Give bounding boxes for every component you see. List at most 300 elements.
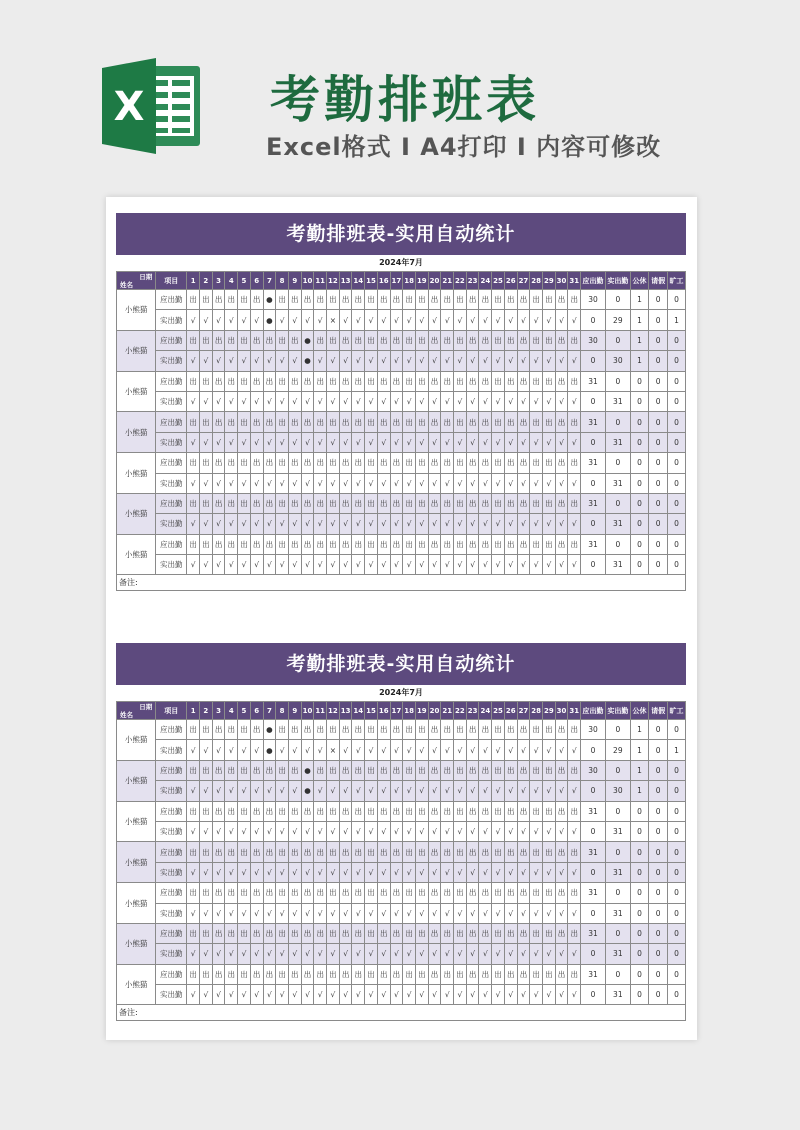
day-cell[interactable]: 出 [327,534,340,554]
day-cell[interactable]: 出 [225,760,238,780]
day-cell[interactable]: 出 [212,760,225,780]
day-cell[interactable]: √ [327,781,340,801]
day-cell[interactable]: √ [339,862,352,882]
day-cell[interactable]: 出 [479,493,492,513]
day-cell[interactable]: √ [238,351,251,371]
day-cell[interactable]: 出 [543,290,556,310]
day-cell[interactable]: 出 [466,964,479,984]
day-cell[interactable]: 出 [568,493,581,513]
day-cell[interactable]: √ [288,903,301,923]
day-cell[interactable]: 出 [314,493,327,513]
day-cell[interactable]: 出 [238,493,251,513]
day-cell[interactable]: √ [212,944,225,964]
day-cell[interactable]: 出 [327,842,340,862]
day-cell[interactable]: 出 [276,290,289,310]
day-cell[interactable]: √ [314,351,327,371]
day-cell[interactable]: 出 [352,923,365,943]
day-cell[interactable]: √ [187,432,200,452]
day-cell[interactable]: 出 [187,290,200,310]
day-cell[interactable]: 出 [250,720,263,740]
day-cell[interactable]: 出 [327,412,340,432]
day-cell[interactable]: 出 [212,534,225,554]
employee-name[interactable]: 小熊猫 [117,371,156,412]
day-cell[interactable]: √ [314,862,327,882]
day-cell[interactable]: √ [339,740,352,760]
day-cell[interactable]: 出 [428,534,441,554]
day-cell[interactable]: 出 [504,453,517,473]
day-cell[interactable]: 出 [454,842,467,862]
day-cell[interactable]: 出 [530,453,543,473]
day-cell[interactable]: √ [555,310,568,330]
day-cell[interactable]: 出 [517,290,530,310]
day-cell[interactable]: 出 [415,760,428,780]
day-cell[interactable]: 出 [479,923,492,943]
day-cell[interactable]: 出 [263,964,276,984]
day-cell[interactable]: 出 [428,883,441,903]
day-cell[interactable]: × [327,310,340,330]
day-cell[interactable]: 出 [327,760,340,780]
day-cell[interactable]: 出 [403,801,416,821]
day-cell[interactable]: √ [441,310,454,330]
day-cell[interactable]: √ [187,862,200,882]
day-cell[interactable]: √ [225,781,238,801]
day-cell[interactable]: 出 [225,330,238,350]
day-cell[interactable]: √ [327,391,340,411]
day-cell[interactable]: √ [403,781,416,801]
employee-name[interactable]: 小熊猫 [117,964,156,1005]
day-cell[interactable]: 出 [238,760,251,780]
day-cell[interactable]: 出 [301,923,314,943]
day-cell[interactable]: √ [403,862,416,882]
day-cell[interactable]: √ [288,821,301,841]
employee-name[interactable]: 小熊猫 [117,883,156,924]
day-cell[interactable]: 出 [428,412,441,432]
day-cell[interactable]: 出 [301,290,314,310]
day-cell[interactable]: 出 [377,923,390,943]
day-cell[interactable]: 出 [238,453,251,473]
day-cell[interactable]: 出 [479,883,492,903]
day-cell[interactable]: 出 [568,453,581,473]
day-cell[interactable]: 出 [327,883,340,903]
day-cell[interactable]: √ [238,781,251,801]
day-cell[interactable]: √ [200,514,213,534]
day-cell[interactable]: √ [225,473,238,493]
day-cell[interactable]: √ [454,555,467,575]
day-cell[interactable]: 出 [543,720,556,740]
day-cell[interactable]: 出 [250,923,263,943]
employee-name[interactable]: 小熊猫 [117,760,156,801]
day-cell[interactable]: 出 [263,412,276,432]
day-cell[interactable]: 出 [225,534,238,554]
day-cell[interactable]: √ [212,903,225,923]
day-cell[interactable]: √ [530,473,543,493]
day-cell[interactable]: √ [555,821,568,841]
day-cell[interactable]: √ [555,514,568,534]
day-cell[interactable]: √ [301,985,314,1005]
day-cell[interactable]: √ [200,351,213,371]
day-cell[interactable]: √ [479,514,492,534]
day-cell[interactable]: 出 [250,330,263,350]
day-cell[interactable]: 出 [517,964,530,984]
day-cell[interactable]: 出 [568,534,581,554]
day-cell[interactable]: 出 [352,760,365,780]
day-cell[interactable]: 出 [288,760,301,780]
day-cell[interactable]: 出 [365,534,378,554]
day-cell[interactable]: √ [187,555,200,575]
day-cell[interactable]: √ [441,821,454,841]
day-cell[interactable]: 出 [466,412,479,432]
day-cell[interactable]: √ [301,555,314,575]
day-cell[interactable]: √ [327,432,340,452]
day-cell[interactable]: √ [390,903,403,923]
day-cell[interactable]: 出 [555,534,568,554]
day-cell[interactable]: √ [301,473,314,493]
day-cell[interactable]: √ [466,781,479,801]
day-cell[interactable]: 出 [441,290,454,310]
day-cell[interactable]: √ [517,821,530,841]
day-cell[interactable]: 出 [568,290,581,310]
day-cell[interactable]: √ [568,740,581,760]
day-cell[interactable]: 出 [200,842,213,862]
day-cell[interactable]: √ [212,473,225,493]
day-cell[interactable]: 出 [288,883,301,903]
day-cell[interactable]: √ [288,740,301,760]
day-cell[interactable]: 出 [504,290,517,310]
day-cell[interactable]: √ [466,821,479,841]
day-cell[interactable]: 出 [555,801,568,821]
day-cell[interactable]: 出 [352,330,365,350]
day-cell[interactable]: √ [250,781,263,801]
day-cell[interactable]: 出 [466,371,479,391]
day-cell[interactable]: √ [543,391,556,411]
day-cell[interactable]: √ [377,862,390,882]
day-cell[interactable]: 出 [390,371,403,391]
day-cell[interactable]: √ [543,862,556,882]
day-cell[interactable]: 出 [327,964,340,984]
day-cell[interactable]: 出 [238,412,251,432]
day-cell[interactable]: √ [212,821,225,841]
day-cell[interactable]: 出 [377,842,390,862]
day-cell[interactable]: 出 [276,534,289,554]
day-cell[interactable]: √ [428,944,441,964]
day-cell[interactable]: √ [314,740,327,760]
day-cell[interactable]: 出 [428,290,441,310]
day-cell[interactable]: √ [479,740,492,760]
day-cell[interactable]: 出 [530,842,543,862]
day-cell[interactable]: 出 [377,290,390,310]
day-cell[interactable]: √ [568,555,581,575]
day-cell[interactable]: √ [187,985,200,1005]
day-cell[interactable]: 出 [555,290,568,310]
day-cell[interactable]: √ [238,821,251,841]
day-cell[interactable]: √ [415,473,428,493]
day-cell[interactable]: 出 [365,412,378,432]
day-cell[interactable]: √ [365,514,378,534]
day-cell[interactable]: √ [390,310,403,330]
day-cell[interactable]: 出 [568,923,581,943]
day-cell[interactable]: 出 [238,923,251,943]
day-cell[interactable]: 出 [276,842,289,862]
day-cell[interactable]: √ [428,432,441,452]
day-cell[interactable]: 出 [517,493,530,513]
day-cell[interactable]: √ [365,432,378,452]
day-cell[interactable]: 出 [555,842,568,862]
day-cell[interactable]: √ [517,432,530,452]
day-cell[interactable]: √ [568,781,581,801]
day-cell[interactable]: 出 [568,842,581,862]
day-cell[interactable]: 出 [555,493,568,513]
day-cell[interactable]: 出 [276,330,289,350]
day-cell[interactable]: 出 [276,964,289,984]
day-cell[interactable]: 出 [568,760,581,780]
day-cell[interactable]: √ [454,903,467,923]
day-cell[interactable]: ● [301,760,314,780]
day-cell[interactable]: √ [568,514,581,534]
day-cell[interactable]: √ [276,944,289,964]
day-cell[interactable]: 出 [365,760,378,780]
day-cell[interactable]: 出 [403,412,416,432]
day-cell[interactable]: 出 [314,842,327,862]
day-cell[interactable]: √ [352,310,365,330]
day-cell[interactable]: 出 [479,453,492,473]
day-cell[interactable]: √ [352,351,365,371]
day-cell[interactable]: 出 [225,964,238,984]
day-cell[interactable]: 出 [301,534,314,554]
day-cell[interactable]: 出 [250,760,263,780]
day-cell[interactable]: √ [492,473,505,493]
day-cell[interactable]: 出 [504,883,517,903]
day-cell[interactable]: 出 [441,453,454,473]
day-cell[interactable]: 出 [466,534,479,554]
day-cell[interactable]: 出 [504,842,517,862]
day-cell[interactable]: 出 [543,330,556,350]
day-cell[interactable]: √ [543,821,556,841]
day-cell[interactable]: 出 [314,720,327,740]
day-cell[interactable]: √ [301,514,314,534]
day-cell[interactable]: √ [504,740,517,760]
day-cell[interactable]: 出 [263,801,276,821]
day-cell[interactable]: 出 [314,330,327,350]
day-cell[interactable]: √ [365,985,378,1005]
day-cell[interactable]: √ [428,351,441,371]
day-cell[interactable]: √ [428,821,441,841]
day-cell[interactable]: 出 [555,923,568,943]
day-cell[interactable]: √ [415,985,428,1005]
day-cell[interactable]: 出 [441,883,454,903]
day-cell[interactable]: √ [530,310,543,330]
day-cell[interactable]: √ [403,514,416,534]
day-cell[interactable]: √ [288,351,301,371]
day-cell[interactable]: √ [530,862,543,882]
day-cell[interactable]: 出 [454,290,467,310]
day-cell[interactable]: √ [403,903,416,923]
day-cell[interactable]: 出 [466,493,479,513]
day-cell[interactable]: 出 [415,290,428,310]
day-cell[interactable]: 出 [327,923,340,943]
day-cell[interactable]: √ [479,985,492,1005]
day-cell[interactable]: √ [200,985,213,1005]
day-cell[interactable]: √ [301,740,314,760]
day-cell[interactable]: √ [225,514,238,534]
day-cell[interactable]: 出 [492,330,505,350]
day-cell[interactable]: √ [415,432,428,452]
day-cell[interactable]: 出 [314,453,327,473]
day-cell[interactable]: 出 [212,964,225,984]
day-cell[interactable]: √ [543,432,556,452]
day-cell[interactable]: 出 [479,720,492,740]
day-cell[interactable]: 出 [187,964,200,984]
day-cell[interactable]: 出 [555,720,568,740]
day-cell[interactable]: √ [377,903,390,923]
day-cell[interactable]: √ [454,781,467,801]
day-cell[interactable]: √ [568,473,581,493]
day-cell[interactable]: √ [555,985,568,1005]
day-cell[interactable]: √ [288,781,301,801]
day-cell[interactable]: √ [377,985,390,1005]
day-cell[interactable]: √ [377,944,390,964]
day-cell[interactable]: 出 [377,801,390,821]
day-cell[interactable]: √ [428,555,441,575]
day-cell[interactable]: √ [454,985,467,1005]
day-cell[interactable]: 出 [428,330,441,350]
day-cell[interactable]: 出 [327,720,340,740]
day-cell[interactable]: √ [530,903,543,923]
day-cell[interactable]: √ [250,985,263,1005]
day-cell[interactable]: 出 [530,412,543,432]
day-cell[interactable]: √ [327,514,340,534]
day-cell[interactable]: √ [415,310,428,330]
day-cell[interactable]: √ [479,862,492,882]
day-cell[interactable]: √ [517,473,530,493]
day-cell[interactable]: √ [390,944,403,964]
day-cell[interactable]: √ [238,473,251,493]
day-cell[interactable]: 出 [390,453,403,473]
day-cell[interactable]: √ [352,944,365,964]
day-cell[interactable]: 出 [530,720,543,740]
day-cell[interactable]: √ [301,310,314,330]
day-cell[interactable]: √ [301,821,314,841]
day-cell[interactable]: 出 [441,412,454,432]
day-cell[interactable]: √ [250,391,263,411]
day-cell[interactable]: 出 [288,290,301,310]
day-cell[interactable]: 出 [428,720,441,740]
day-cell[interactable]: 出 [403,842,416,862]
day-cell[interactable]: √ [339,985,352,1005]
day-cell[interactable]: √ [339,432,352,452]
day-cell[interactable]: √ [263,862,276,882]
day-cell[interactable]: 出 [479,412,492,432]
day-cell[interactable]: 出 [517,720,530,740]
day-cell[interactable]: 出 [504,923,517,943]
day-cell[interactable]: √ [504,821,517,841]
day-cell[interactable]: 出 [428,923,441,943]
day-cell[interactable]: 出 [276,371,289,391]
day-cell[interactable]: √ [530,944,543,964]
day-cell[interactable]: 出 [492,883,505,903]
day-cell[interactable]: √ [365,781,378,801]
day-cell[interactable]: 出 [441,923,454,943]
day-cell[interactable]: √ [390,985,403,1005]
day-cell[interactable]: √ [466,310,479,330]
day-cell[interactable]: 出 [390,801,403,821]
day-cell[interactable]: 出 [428,842,441,862]
day-cell[interactable]: √ [403,985,416,1005]
day-cell[interactable]: 出 [225,842,238,862]
day-cell[interactable]: √ [428,514,441,534]
day-cell[interactable]: 出 [454,964,467,984]
day-cell[interactable]: √ [403,351,416,371]
day-cell[interactable]: 出 [441,493,454,513]
day-cell[interactable]: 出 [543,493,556,513]
day-cell[interactable]: √ [250,821,263,841]
day-cell[interactable]: 出 [187,534,200,554]
day-cell[interactable]: √ [365,903,378,923]
day-cell[interactable]: √ [187,310,200,330]
day-cell[interactable]: √ [568,432,581,452]
day-cell[interactable]: 出 [263,330,276,350]
employee-name[interactable]: 小熊猫 [117,720,156,761]
day-cell[interactable]: √ [568,351,581,371]
day-cell[interactable]: √ [187,351,200,371]
day-cell[interactable]: √ [517,781,530,801]
day-cell[interactable]: √ [200,432,213,452]
day-cell[interactable]: √ [339,514,352,534]
day-cell[interactable]: 出 [225,493,238,513]
day-cell[interactable]: 出 [187,412,200,432]
day-cell[interactable]: √ [263,473,276,493]
day-cell[interactable]: √ [352,821,365,841]
day-cell[interactable]: √ [200,473,213,493]
day-cell[interactable]: √ [492,514,505,534]
day-cell[interactable]: 出 [517,534,530,554]
day-cell[interactable]: √ [492,781,505,801]
day-cell[interactable]: 出 [543,453,556,473]
day-cell[interactable]: 出 [504,412,517,432]
day-cell[interactable]: 出 [415,720,428,740]
day-cell[interactable]: ● [263,310,276,330]
day-cell[interactable]: 出 [377,412,390,432]
day-cell[interactable]: 出 [403,964,416,984]
day-cell[interactable]: √ [492,821,505,841]
day-cell[interactable]: √ [441,903,454,923]
day-cell[interactable]: √ [263,391,276,411]
day-cell[interactable]: 出 [327,453,340,473]
day-cell[interactable]: √ [250,432,263,452]
day-cell[interactable]: √ [250,944,263,964]
day-cell[interactable]: √ [441,351,454,371]
day-cell[interactable]: √ [288,555,301,575]
day-cell[interactable]: √ [415,903,428,923]
day-cell[interactable]: √ [288,310,301,330]
day-cell[interactable]: 出 [530,371,543,391]
day-cell[interactable]: √ [454,351,467,371]
day-cell[interactable]: √ [314,781,327,801]
employee-name[interactable]: 小熊猫 [117,842,156,883]
day-cell[interactable]: √ [517,740,530,760]
day-cell[interactable]: √ [454,473,467,493]
day-cell[interactable]: 出 [200,534,213,554]
day-cell[interactable]: √ [238,862,251,882]
day-cell[interactable]: 出 [365,842,378,862]
day-cell[interactable]: √ [250,903,263,923]
day-cell[interactable]: √ [492,862,505,882]
day-cell[interactable]: √ [517,514,530,534]
day-cell[interactable]: 出 [250,290,263,310]
day-cell[interactable]: √ [225,310,238,330]
day-cell[interactable]: 出 [415,883,428,903]
day-cell[interactable]: 出 [543,412,556,432]
day-cell[interactable]: √ [504,985,517,1005]
